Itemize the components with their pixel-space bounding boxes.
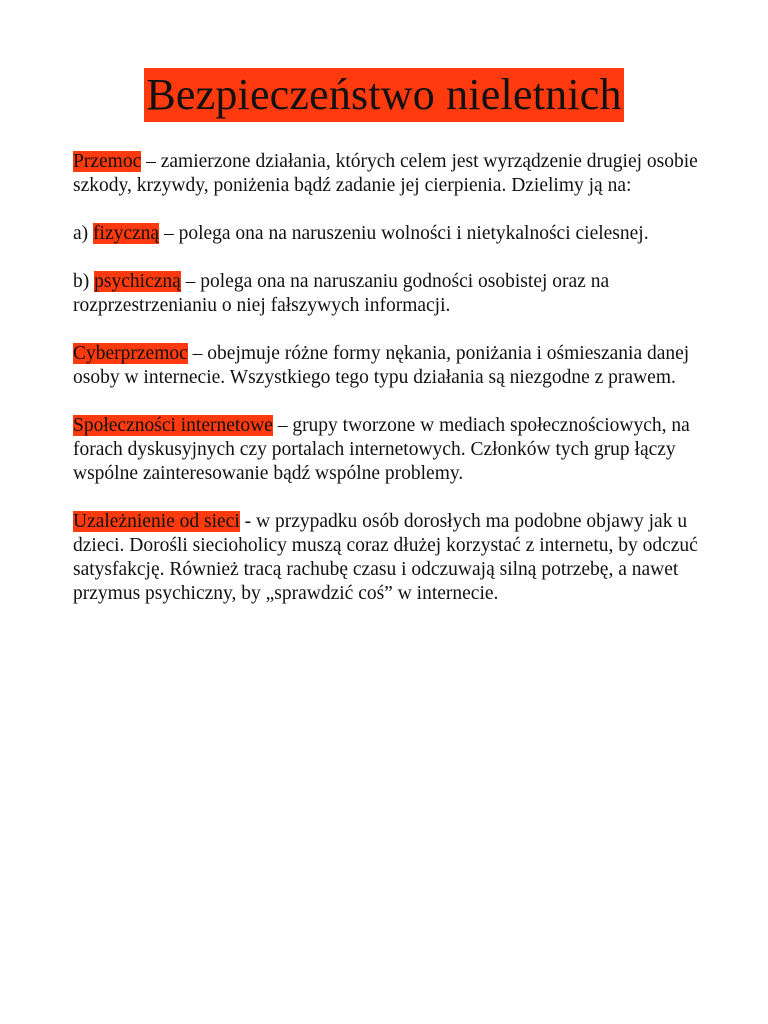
paragraph-text: – grupy tworzone w mediach społecznościowych, na forach dyskusyjnych czy portalach internetowych. Członków tych grup łączy wspólne zainteresowanie bądź wspólne problemy. [73, 415, 690, 484]
paragraph-spolecznosci [73, 414, 713, 486]
paragraph-psychiczna [73, 270, 713, 318]
paragraph-text: – obejmuje różne formy nękania, poniżania i ośmieszania danej osoby w internecie. Wszystkiego tego typu działania są niezgodne z prawem. [73, 343, 690, 388]
highlighted-term: psychiczną [94, 271, 181, 292]
paragraph-prefix: b) [73, 271, 95, 292]
paragraph-text: - w przypadku osób dorosłych ma podobne objawy jak u dzieci. Dorośli siecioholicy muszą coraz dłużej korzystać z internetu, by odczuć satysfakcję. Również tracą rachubę czasu i odczuwają silną potrzebę, a nawet przymus psychiczny, by „sprawdzić coś” w internecie. [73, 511, 698, 604]
highlighted-term: Społeczności internetowe [73, 415, 273, 436]
paragraph-uzaleznienie [73, 510, 713, 606]
paragraph-text: – zamierzone działania, których celem jest wyrządzenie drugiej osobie szkody, krzywdy, poniżenia bądź zadanie jej cierpienia. Dzielimy ją na: [73, 151, 698, 196]
paragraph-fizyczna [73, 222, 713, 246]
title-container [0, 68, 768, 122]
highlighted-term: Przemoc [73, 151, 142, 172]
page-title: Bezpieczeństwo nieletnich [144, 68, 623, 122]
document-body [73, 150, 713, 630]
paragraph-text: – polega ona na naruszaniu godności osobistej oraz na rozprzestrzenianiu o niej fałszywych informacji. [73, 271, 610, 316]
paragraph-prefix: a) [73, 223, 94, 244]
highlighted-term: Cyberprzemoc [73, 343, 188, 364]
paragraph-przemoc [73, 150, 713, 198]
highlighted-term: fizyczną [93, 223, 160, 244]
paragraph-cyberprzemoc [73, 342, 713, 390]
paragraph-text: – polega ona na naruszeniu wolności i nietykalności cielesnej. [159, 223, 649, 244]
highlighted-term: Uzależnienie od sieci [73, 511, 240, 532]
